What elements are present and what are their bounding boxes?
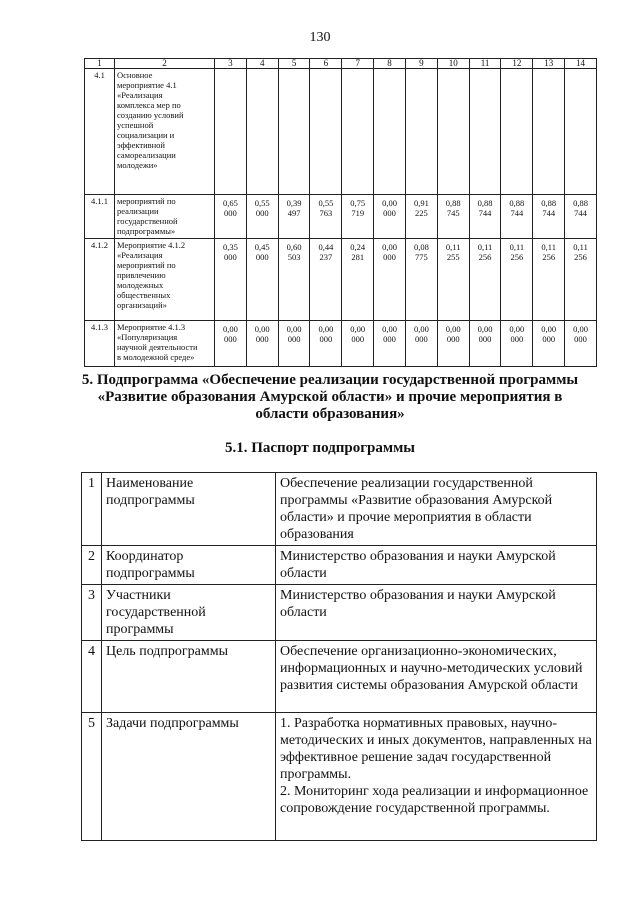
value-cell: 0,75 719 [342, 195, 374, 239]
passport-label: Наименование подпрограммы [102, 473, 276, 546]
value-cell: 0,11 256 [565, 239, 597, 321]
table-row [85, 195, 597, 239]
col-header: 7 [342, 59, 374, 69]
col-header: 13 [533, 59, 565, 69]
passport-row [82, 473, 597, 546]
value-cell [310, 69, 342, 195]
passport-label: Цель подпрограммы [102, 641, 276, 713]
value-cell: 0,11 256 [501, 239, 533, 321]
value-cell: 0,39 497 [278, 195, 310, 239]
col-header: 9 [405, 59, 437, 69]
page-number: 130 [309, 30, 331, 45]
col-header: 2 [115, 59, 215, 69]
table-row [85, 321, 597, 367]
col-header: 8 [374, 59, 406, 69]
value-cell [437, 69, 469, 195]
value-cell: 0,91 225 [405, 195, 437, 239]
col-header: 12 [501, 59, 533, 69]
value-cell: 0,55 763 [310, 195, 342, 239]
value-cell: 0,00 000 [437, 321, 469, 367]
value-cell: 0,88 744 [565, 195, 597, 239]
passport-value: Обеспечение организационно-экономических, информационных и научно-методических условий развития системы образования Амурской области [276, 641, 597, 713]
value-cell [565, 69, 597, 195]
passport-value: Министерство образования и науки Амурской области [276, 546, 597, 585]
col-header: 3 [215, 59, 247, 69]
passport-row [82, 713, 597, 841]
value-cell: 0,24 281 [342, 239, 374, 321]
col-header: 14 [565, 59, 597, 69]
value-cell: 0,35 000 [215, 239, 247, 321]
passport-label: Координатор подпрограммы [102, 546, 276, 585]
passport-value: 1. Разработка нормативных правовых, научно-методических и иных документов, направленных на эффективное решение задач государственной программы. 2. Мониторинг хода реализации и информационное сопровождение государственной программы. [276, 713, 597, 841]
value-cell: 0,11 255 [437, 239, 469, 321]
value-cell: 0,45 000 [246, 239, 278, 321]
col-header: 4 [246, 59, 278, 69]
value-cell [469, 69, 501, 195]
value-cell: 0,60 503 [278, 239, 310, 321]
row-name: Мероприятие 4.1.2 «Реализация мероприятий по привлечению молодежных общественных организаций» [115, 239, 215, 321]
table-header-row [85, 59, 597, 69]
row-name: Основное мероприятие 4.1 «Реализация комплекса мер по созданию условий успешной социализации и эффективной самореализации молодежи» [115, 69, 215, 195]
value-cell: 0,00 000 [374, 239, 406, 321]
value-cell: 0,00 000 [374, 195, 406, 239]
value-cell: 0,00 000 [565, 321, 597, 367]
value-cell: 0,00 000 [533, 321, 565, 367]
passport-row [82, 641, 597, 713]
passport-label: Задачи подпрограммы [102, 713, 276, 841]
col-header: 1 [85, 59, 115, 69]
value-cell: 0,00 000 [278, 321, 310, 367]
funding-table [84, 58, 597, 367]
value-cell: 0,00 000 [342, 321, 374, 367]
value-cell [533, 69, 565, 195]
row-name: Мероприятие 4.1.3 «Популяризация научной деятельности в молодежной среде» [115, 321, 215, 367]
col-header: 11 [469, 59, 501, 69]
passport-value: Министерство образования и науки Амурской области [276, 585, 597, 641]
passport-number: 2 [82, 546, 102, 585]
value-cell: 0,65 000 [215, 195, 247, 239]
value-cell [246, 69, 278, 195]
value-cell: 0,11 256 [469, 239, 501, 321]
passport-row [82, 585, 597, 641]
subsection-heading: 5.1. Паспорт подпрограммы [224, 440, 416, 456]
value-cell [342, 69, 374, 195]
col-header: 10 [437, 59, 469, 69]
value-cell: 0,00 000 [215, 321, 247, 367]
value-cell [374, 69, 406, 195]
passport-row [82, 546, 597, 585]
value-cell [278, 69, 310, 195]
col-header: 5 [278, 59, 310, 69]
passport-value: Обеспечение реализации государственной программы «Развитие образования Амурской области» и прочие мероприятия в области образования [276, 473, 597, 546]
value-cell: 0,00 000 [469, 321, 501, 367]
row-code: 4.1.2 [85, 239, 115, 321]
value-cell: 0,44 237 [310, 239, 342, 321]
value-cell: 0,00 000 [310, 321, 342, 367]
value-cell: 0,08 775 [405, 239, 437, 321]
passport-number: 1 [82, 473, 102, 546]
passport-table [81, 472, 597, 841]
value-cell: 0,88 744 [533, 195, 565, 239]
table-row [85, 69, 597, 195]
section-heading: 5. Подпрограмма «Обеспечение реализации государственной программы «Развитие образования Амурской области» и прочие мероприятия в области образования» [81, 372, 579, 422]
col-header: 6 [310, 59, 342, 69]
row-name: мероприятий по реализации государственной подпрограммы» [115, 195, 215, 239]
table-row [85, 239, 597, 321]
passport-number: 3 [82, 585, 102, 641]
row-code: 4.1 [85, 69, 115, 195]
value-cell: 0,11 256 [533, 239, 565, 321]
value-cell [501, 69, 533, 195]
value-cell: 0,00 000 [405, 321, 437, 367]
passport-number: 4 [82, 641, 102, 713]
value-cell [215, 69, 247, 195]
value-cell: 0,00 000 [501, 321, 533, 367]
passport-label: Участники государственной программы [102, 585, 276, 641]
value-cell: 0,88 744 [469, 195, 501, 239]
value-cell: 0,00 000 [374, 321, 406, 367]
value-cell: 0,88 745 [437, 195, 469, 239]
passport-number: 5 [82, 713, 102, 841]
value-cell: 0,88 744 [501, 195, 533, 239]
value-cell: 0,00 000 [246, 321, 278, 367]
value-cell: 0,55 000 [246, 195, 278, 239]
row-code: 4.1.1 [85, 195, 115, 239]
value-cell [405, 69, 437, 195]
row-code: 4.1.3 [85, 321, 115, 367]
